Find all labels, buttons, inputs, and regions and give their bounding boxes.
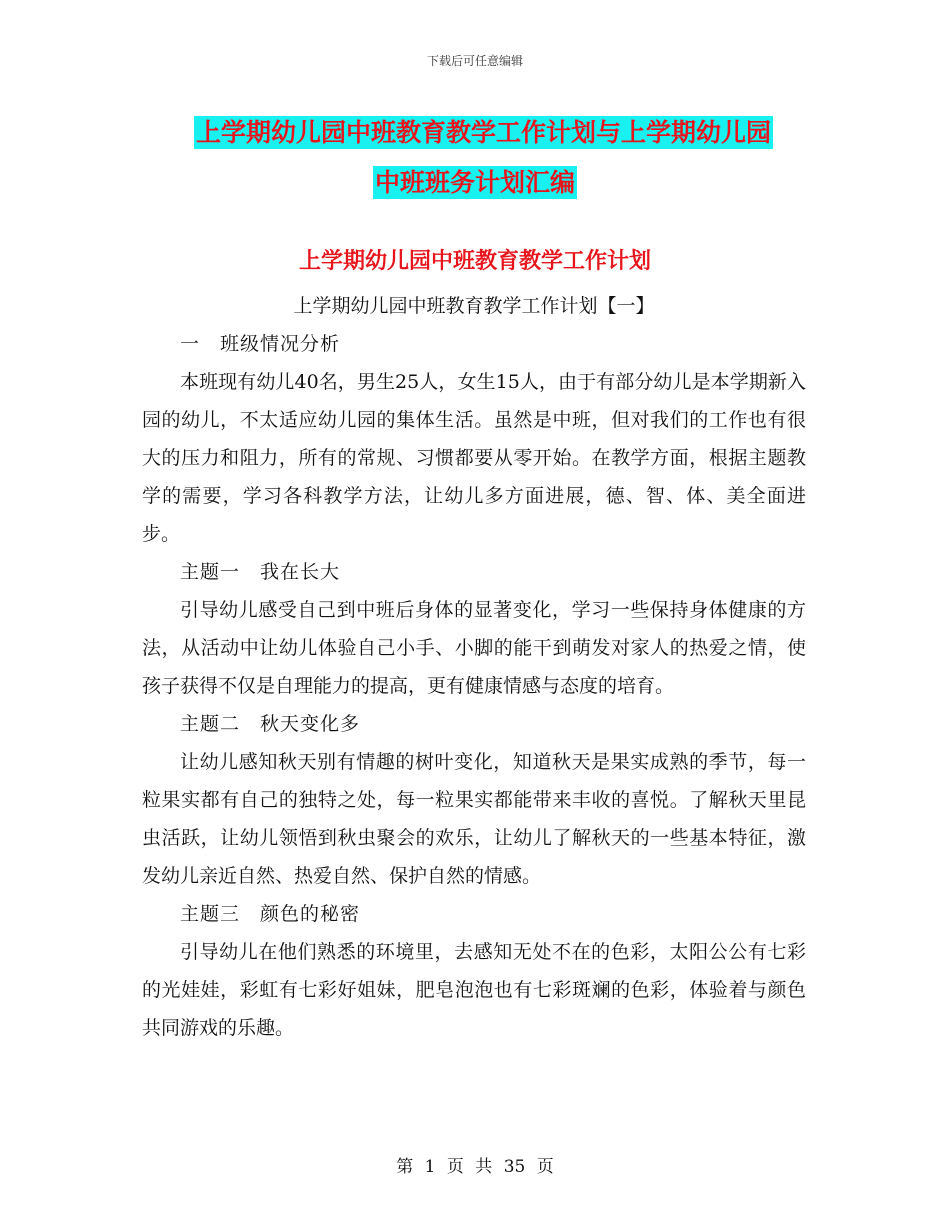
section-title: 上学期幼儿园中班教育教学工作计划 bbox=[298, 249, 651, 274]
paragraph-theme-2: 让幼儿感知秋天别有情趣的树叶变化，知道秋天是果实成熟的季节，每一粒果实都有自己的独特之处，每一粒果实都能带来丰收的喜悦。了解秋天里昆虫活跃，让幼儿领悟到秋虫聚会的欢乐，让幼儿了解秋天的一些基本特征，激发幼儿亲近自然、热爱自然、保护自然的情感。 bbox=[142, 751, 806, 887]
theme-heading-2: 主题二 秋天变化多 bbox=[180, 713, 361, 735]
document-body bbox=[142, 287, 806, 1047]
document-title-line-2 bbox=[140, 158, 810, 208]
section-heading-class-analysis: 一 班级情况分析 bbox=[180, 333, 341, 355]
title-highlight-1: 上学期幼儿园中班教育教学工作计划与上学期幼儿园 bbox=[196, 118, 772, 147]
header-note: 下载后可任意编辑 bbox=[426, 54, 523, 68]
document-title-line-1 bbox=[140, 108, 810, 158]
title-highlight-2: 中班班务计划汇编 bbox=[374, 168, 575, 197]
page-number: 第 1 页 共 35 页 bbox=[396, 1157, 554, 1177]
theme-heading-3: 主题三 颜色的秘密 bbox=[180, 903, 361, 925]
paragraph-theme-1: 引导幼儿感受自己到中班后身体的显著变化，学习一些保持身体健康的方法，从活动中让幼儿体验自己小手、小脚的能干到萌发对家人的热爱之情，使孩子获得不仅是自理能力的提高，更有健康情感与态度的培育。 bbox=[142, 599, 806, 697]
document-title bbox=[140, 108, 810, 208]
paragraph-theme-3: 引导幼儿在他们熟悉的环境里，去感知无处不在的色彩，太阳公公有七彩的光娃娃，彩虹有七彩好姐妹，肥皂泡泡也有七彩斑斓的色彩，体验着与颜色共同游戏的乐趣。 bbox=[142, 941, 806, 1039]
theme-heading-1: 主题一 我在长大 bbox=[180, 561, 341, 583]
paragraph-class-analysis: 本班现有幼儿40名，男生25人，女生15人，由于有部分幼儿是本学期新入园的幼儿，不太适应幼儿园的集体生活。虽然是中班，但对我们的工作也有很大的压力和阻力，所有的常规、习惯都要从零开始。在教学方面，根据主题教学的需要，学习各科教学方法，让幼儿多方面进展，德、智、体、美全面进步。 bbox=[142, 371, 806, 545]
plan-heading: 上学期幼儿园中班教育教学工作计划【一】 bbox=[293, 295, 655, 317]
